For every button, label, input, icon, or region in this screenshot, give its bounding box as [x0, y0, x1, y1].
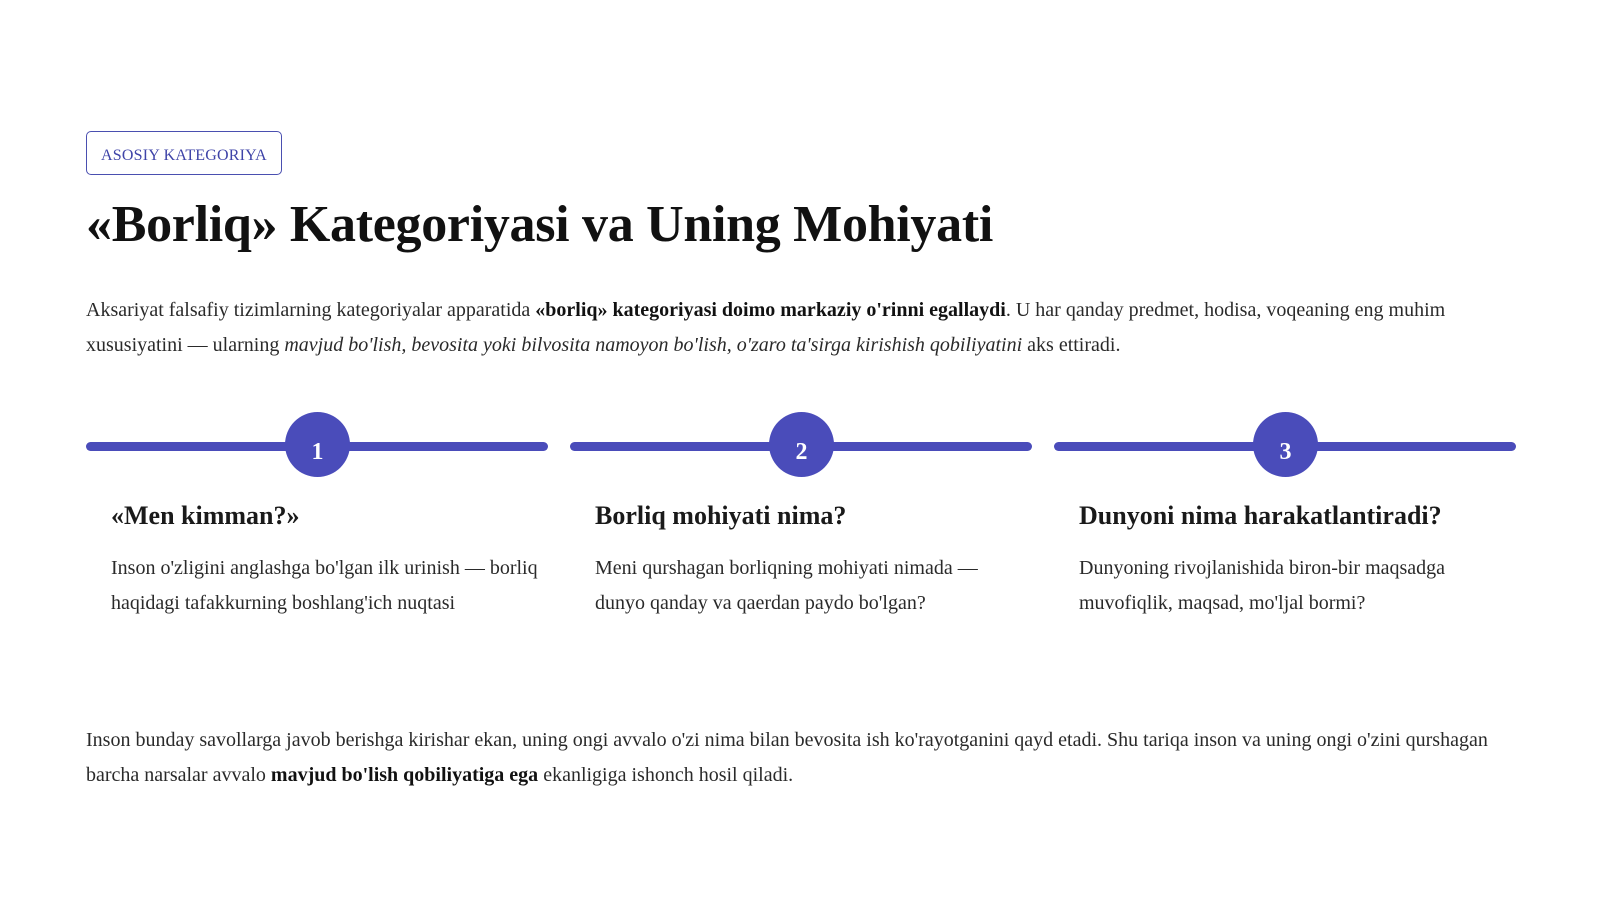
step-title: Dunyoni nima harakatlantiradi? — [1079, 501, 1442, 530]
outro-bold-text: mavjud bo'lish qobiliyatiga ega — [270, 764, 539, 786]
step-title: Borliq mohiyati nima? — [595, 501, 847, 530]
outro-text: Inson bunday savollarga javob berishga kirishar ekan, uning ongi avvalo o'zi nima bilan bevosita ish ko'rayotganini qayd etadi. Shu tariqa inson va uning ongi o'zini qurshagan barcha narsalar avvalo — [86, 729, 1488, 786]
step-description: Meni qurshagan borliqning mohiyati nimada — dunyo qanday va qaerdan paydo bo'lgan? — [595, 557, 978, 614]
steps-row — [86, 412, 1516, 672]
step-number-circle: 1 — [285, 412, 350, 477]
step-number-circle: 2 — [769, 412, 834, 477]
intro-text: Aksariyat falsafiy tizimlarning kategoriyalar apparatida — [86, 299, 536, 321]
conclusion-paragraph — [86, 723, 1516, 793]
intro-italic-text: mavjud bo'lish, bevosita yoki bilvosita namoyon bo'lish, o'zaro ta'sirga kirishish qobiliyatini — [284, 334, 1023, 356]
category-badge: ASOSIY KATEGORIYA — [86, 131, 282, 175]
intro-paragraph — [86, 293, 1506, 363]
step-number-circle: 3 — [1253, 412, 1318, 477]
slide — [86, 131, 1516, 786]
intro-bold-text: «borliq» kategoriyasi doimo markaziy o'rinni egallaydi — [535, 299, 1006, 321]
outro-text: ekanligiga ishonch hosil qiladi. — [538, 764, 794, 786]
intro-text: . U har qanday predmet, hodisa, voqeaning eng muhim xususiyatini — ularning — [86, 299, 1446, 356]
step-title: «Men kimman?» — [111, 501, 300, 530]
page-title: «Borliq» Kategoriyasi va Uning Mohiyati — [86, 196, 993, 253]
step-description: Inson o'zligini anglashga bo'lgan ilk urinish — borliq haqidagi tafakkurning boshlang'ich nuqtasi — [111, 557, 538, 614]
step-description: Dunyoning rivojlanishida biron-bir maqsadga muvofiqlik, maqsad, mo'ljal bormi? — [1079, 557, 1446, 614]
intro-text: aks ettiradi. — [1022, 334, 1121, 356]
